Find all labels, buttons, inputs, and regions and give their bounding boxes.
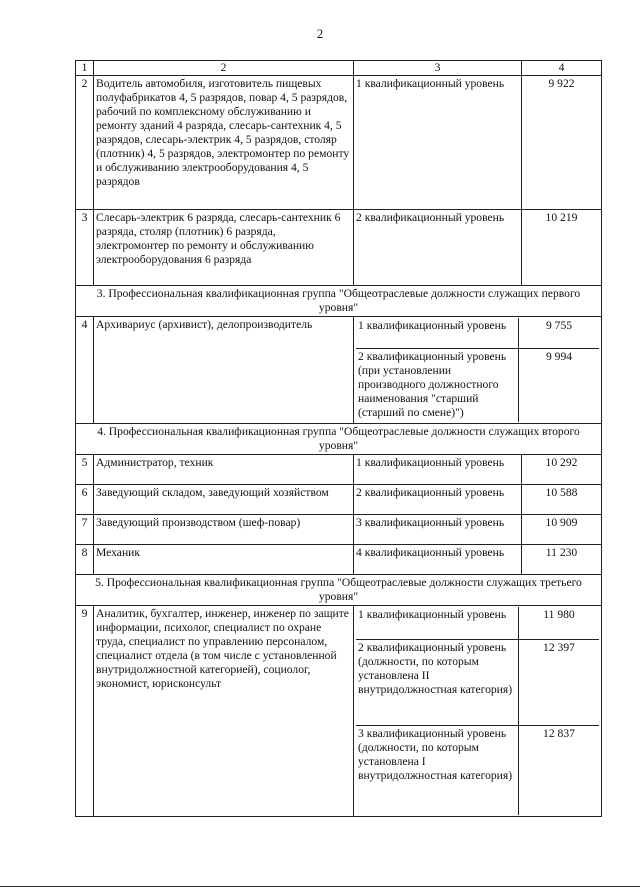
table-row — [76, 76, 602, 210]
sub-level-row — [356, 607, 599, 639]
salary-value: 11 980 — [519, 607, 600, 639]
qualification-level: 2 квалификационный уровень — [354, 210, 522, 286]
position-title: Аналитик, бухгалтер, инженер, инженер по защите информации, психолог, специалист по охране труда, специалист по управлению персоналом, специалист отдела (в том числе с установленной внутридолжностной категорией), социолог, экономист, юрисконсульт — [94, 606, 354, 817]
salary-value: 10 588 — [522, 485, 602, 515]
qualification-level: 1 квалификационный уровень — [354, 455, 522, 485]
page-number: 2 — [316, 26, 324, 41]
table-header-row — [76, 61, 602, 76]
group-heading: 3. Профессиональная квалификационная группа "Общеотраслевые должности служащих первого уровня" — [76, 286, 602, 317]
qualification-level: 2 квалификационный уровень (при установлении производного должностного наименования "старший (старший по смене)") — [356, 348, 519, 422]
row-number: 4 — [76, 317, 94, 424]
salary-value: 12 397 — [519, 639, 600, 725]
header-cell: 3 — [354, 61, 522, 76]
salary-value: 12 837 — [519, 725, 600, 815]
salary-value: 9 994 — [519, 348, 600, 422]
table-row — [76, 606, 602, 817]
row-number: 3 — [76, 210, 94, 286]
qualification-level: 1 квалификационный уровень — [358, 608, 507, 621]
salary-value: 10 292 — [522, 455, 602, 485]
sub-level-row — [356, 725, 599, 815]
row-number: 9 — [76, 606, 94, 817]
qualification-level: 2 квалификационный уровень — [354, 485, 522, 515]
salary-value: 11 230 — [522, 545, 602, 575]
table-row — [76, 485, 602, 515]
row-number: 6 — [76, 485, 94, 515]
qualification-level: 1 квалификационный уровень — [354, 76, 522, 210]
position-title: Заведующий складом, заведующий хозяйством — [94, 485, 354, 515]
page-bottom-rule — [0, 886, 640, 887]
header-cell: 1 — [76, 61, 94, 76]
position-title: Водитель автомобиля, изготовитель пищевых полуфабрикатов 4, 5 разрядов, повар 4, 5 разрядов, рабочий по комплексному обслуживанию и ремонту зданий 4 разряда, слесарь-сантехник 4, 5 разрядов, слесарь-электрик 4, 5 разрядов, столяр (плотник) 4, 5 разрядов, электромонтер по ремонту и обслуживанию электрооборудования 4, 5 разрядов — [94, 76, 354, 210]
salary-value: 9 922 — [522, 76, 602, 210]
sub-levels — [354, 317, 602, 424]
table-row — [76, 455, 602, 485]
row-number: 7 — [76, 515, 94, 545]
qualification-level: 3 квалификационный уровень — [354, 515, 522, 545]
salary-value: 10 909 — [522, 515, 602, 545]
table-row — [76, 210, 602, 286]
header-cell: 2 — [94, 61, 354, 76]
qualification-level: 2 квалификационный уровень (должности, по которым установлена II внутридолжностная категория) — [356, 639, 519, 725]
group-row — [76, 575, 602, 606]
position-title: Архивариус (архивист), делопроизводитель — [94, 317, 354, 424]
salary-value: 10 219 — [522, 210, 602, 286]
sub-levels — [354, 606, 602, 817]
position-title: Механик — [94, 545, 354, 575]
row-number: 8 — [76, 545, 94, 575]
table-row — [76, 545, 602, 575]
row-number: 5 — [76, 455, 94, 485]
qualification-level: 3 квалификационный уровень (должности, по которым установлена I внутридолжностная категория) — [356, 725, 519, 815]
qualification-table — [75, 60, 602, 817]
row-number: 2 — [76, 76, 94, 210]
sub-level-row — [356, 348, 599, 422]
group-heading: 4. Профессиональная квалификационная группа "Общеотраслевые должности служащих второго уровня" — [76, 424, 602, 455]
table-row — [76, 317, 602, 424]
salary-value: 9 755 — [519, 318, 600, 348]
position-title: Слесарь-электрик 6 разряда, слесарь-сантехник 6 разряда, столяр (плотник) 6 разряда, электромонтер по ремонту и обслуживанию электрооборудования 6 разряда — [94, 210, 354, 286]
sub-level-row — [356, 318, 599, 348]
position-title: Администратор, техник — [94, 455, 354, 485]
position-title: Заведующий производством (шеф-повар) — [94, 515, 354, 545]
group-heading: 5. Профессиональная квалификационная группа "Общеотраслевые должности служащих третьего уровня" — [76, 575, 602, 606]
group-row — [76, 424, 602, 455]
sub-level-row — [356, 639, 599, 725]
table-row — [76, 515, 602, 545]
qualification-level: 1 квалификационный уровень — [358, 319, 507, 332]
group-row — [76, 286, 602, 317]
header-cell: 4 — [522, 61, 602, 76]
qualification-level: 4 квалификационный уровень — [354, 545, 522, 575]
